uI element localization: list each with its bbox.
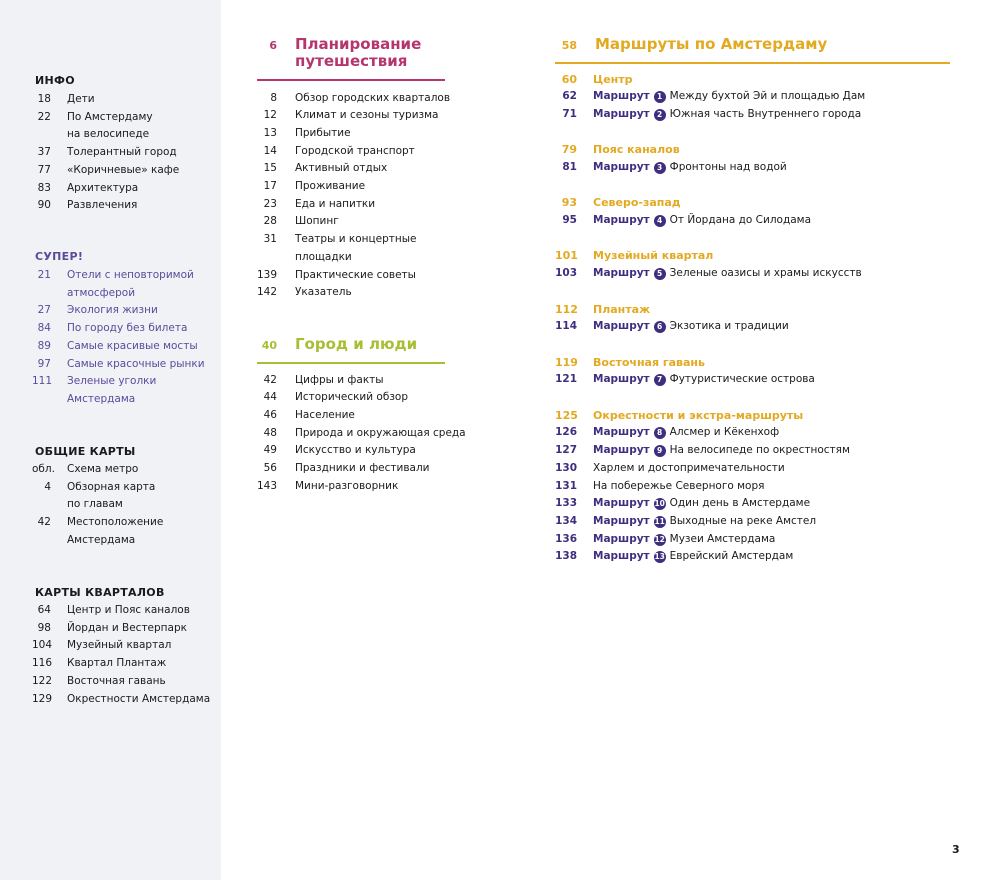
info-item-bike[interactable]: 22 По Амстердаму: [37, 110, 153, 123]
route-number-badge: 3: [654, 162, 666, 174]
maps-heading: ОБЩИЕ КАРТЫ: [35, 445, 136, 458]
list-item[interactable]: 31 Театры и концертные: [263, 233, 417, 246]
city-list: [257, 372, 466, 496]
route-item[interactable]: 81 Маршрут 3 Фронтоны над водой: [555, 159, 950, 177]
route-label: Маршрут: [593, 550, 650, 563]
route-number-badge: 7: [654, 374, 666, 386]
planning-section: [257, 35, 451, 302]
route-number-badge: 13: [654, 552, 665, 562]
super-item-ecology[interactable]: 27 Экология жизни: [37, 304, 158, 317]
city-rule: [257, 362, 445, 364]
route-label: Маршрут: [593, 214, 650, 227]
route-item[interactable]: 133 Маршрут 10 Один день в Амстердаме: [555, 495, 950, 513]
city-section: [257, 335, 466, 495]
maps-item-overview-cont: по главам: [67, 498, 123, 511]
route-label: Маршрут: [593, 426, 650, 439]
info-item-tolerant[interactable]: 37 Толерантный город: [37, 146, 177, 159]
list-item[interactable]: 46 Население: [263, 408, 355, 421]
list-item[interactable]: 49 Искусство и культура: [263, 444, 416, 457]
route-item[interactable]: 103 Маршрут 5 Зеленые оазисы и храмы искусств: [555, 265, 950, 283]
district-maps-list: [32, 602, 217, 708]
routes-section: [555, 36, 950, 566]
route-item[interactable]: 114 Маршрут 6 Экзотика и традиции: [555, 318, 950, 336]
info-item-entertainment[interactable]: 90 Развлечения: [37, 199, 138, 212]
sidebar: [0, 0, 221, 880]
list-item[interactable]: 12 Климат и сезоны туризма: [263, 109, 439, 122]
info-item-cafes[interactable]: 77 «Коричневые» кафе: [37, 163, 180, 176]
maps-item-location[interactable]: 42 Местоположение: [37, 516, 164, 529]
route-item[interactable]: 62 Маршрут 1 Между бухтой Эй и площадью Дам: [555, 88, 950, 106]
route-item[interactable]: 138 Маршрут 13 Еврейский Амстердам: [555, 548, 950, 566]
route-label: Маршрут: [593, 90, 650, 103]
maps-item-location-cont: Амстердама: [67, 533, 136, 546]
list-item[interactable]: 44 Исторический обзор: [263, 391, 408, 404]
list-item[interactable]: 143 Мини-разговорник: [257, 479, 399, 492]
list-item[interactable]: 56 Праздники и фестивали: [263, 462, 430, 475]
district-maps-heading: КАРТЫ КВАРТАЛОВ: [35, 586, 165, 599]
list-item[interactable]: 131 На побережье Северного моря: [555, 479, 765, 492]
info-heading: ИНФО: [35, 74, 75, 87]
super-list: [32, 267, 217, 409]
info-list: [32, 91, 217, 215]
maps-item-overview[interactable]: 4 Обзорная карта: [44, 480, 156, 493]
list-item[interactable]: 8 Обзор городских кварталов: [270, 91, 451, 104]
route-label: Маршрут: [593, 320, 650, 333]
district-map-item[interactable]: 129 Окрестности Амстердама: [32, 692, 211, 705]
info-item-children[interactable]: 18 Дети: [37, 93, 95, 105]
route-item[interactable]: 121 Маршрут 7 Футуристические острова: [555, 371, 950, 389]
route-label: Маршрут: [593, 497, 650, 510]
list-item[interactable]: 14 Городской транспорт: [263, 144, 415, 157]
info-item-bike-cont: на велосипеде: [67, 128, 150, 141]
maps-list: [32, 461, 217, 550]
list-item[interactable]: 13 Прибытие: [263, 126, 351, 139]
district-map-item[interactable]: 98 Йордан и Вестерпарк: [37, 621, 187, 634]
super-item-green-cont: Амстердама: [67, 392, 136, 405]
planning-rule: [257, 79, 445, 81]
list-item[interactable]: 142 Указатель: [257, 286, 352, 299]
route-group-heading[interactable]: 79 Пояс каналов: [561, 143, 680, 157]
list-item-cont: площадки: [295, 250, 352, 263]
route-group-heading[interactable]: 119 Восточная гавань: [555, 355, 705, 369]
routes-title[interactable]: 58 Маршруты по Амстердаму: [561, 35, 828, 53]
route-group-heading[interactable]: 93 Северо-запад: [561, 196, 681, 210]
route-number-badge: 10: [654, 499, 665, 509]
city-title[interactable]: 40 Город и люди: [261, 335, 418, 353]
list-item[interactable]: 23 Еда и напитки: [263, 197, 376, 210]
route-item[interactable]: 134 Маршрут 11 Выходные на реке Амстел: [555, 513, 950, 531]
route-item[interactable]: 95 Маршрут 4 От Йордана до Силодама: [555, 212, 950, 230]
route-number-badge: 11: [654, 516, 665, 526]
district-map-item[interactable]: 104 Музейный квартал: [32, 639, 172, 652]
planning-title[interactable]: 6 Планирование путешествия: [269, 35, 422, 70]
route-number-badge: 6: [654, 321, 666, 333]
super-item-green[interactable]: 111 Зеленые уголки: [32, 375, 157, 388]
route-number-badge: 5: [654, 268, 666, 280]
route-group-heading[interactable]: 112 Плантаж: [555, 302, 651, 316]
route-number-badge: 9: [654, 445, 666, 457]
route-group-heading[interactable]: 125 Окрестности и экстра-маршруты: [555, 408, 804, 422]
route-number-badge: 2: [654, 109, 666, 121]
route-item[interactable]: 127 Маршрут 9 На велосипеде по окрестностям: [555, 442, 950, 460]
list-item[interactable]: 48 Природа и окружающая среда: [263, 426, 466, 439]
routes-rule: [555, 62, 950, 64]
super-item-hotels[interactable]: 21 Отели с неповторимой: [37, 269, 194, 281]
super-item-markets[interactable]: 97 Самые красочные рынки: [37, 357, 205, 370]
route-label: Маршрут: [593, 444, 650, 457]
route-item[interactable]: 136 Маршрут 12 Музеи Амстердама: [555, 531, 950, 549]
route-group-heading[interactable]: 60 Центр: [561, 72, 633, 86]
list-item[interactable]: 139 Практические советы: [257, 268, 416, 281]
list-item[interactable]: 15 Активный отдых: [263, 162, 388, 175]
route-label: Маршрут: [593, 373, 650, 386]
routes-list: [555, 71, 950, 567]
district-map-item[interactable]: 64 Центр и Пояс каналов: [37, 604, 190, 616]
route-item[interactable]: 126 Маршрут 8 Алсмер и Кёкенхоф: [555, 424, 950, 442]
district-map-item[interactable]: 116 Квартал Плантаж: [32, 657, 167, 670]
route-group-heading[interactable]: 101 Музейный квартал: [555, 249, 714, 263]
route-number-badge: 4: [654, 215, 666, 227]
planning-list: [257, 90, 451, 302]
super-item-bridges[interactable]: 89 Самые красивые мосты: [37, 339, 198, 352]
super-item-hotels-cont: атмосферой: [67, 286, 136, 299]
district-map-item[interactable]: 122 Восточная гавань: [32, 674, 166, 687]
list-item[interactable]: 28 Шопинг: [263, 215, 339, 228]
page-number: 3: [952, 843, 960, 856]
list-item[interactable]: 17 Проживание: [263, 180, 366, 193]
list-item[interactable]: 42 Цифры и факты: [263, 373, 384, 386]
route-label: Маршрут: [593, 267, 650, 280]
route-number-badge: 1: [654, 91, 666, 103]
route-label: Маршрут: [593, 532, 650, 545]
route-number-badge: 12: [654, 534, 665, 544]
super-item-free[interactable]: 84 По городу без билета: [37, 322, 188, 335]
route-label: Маршрут: [593, 161, 650, 173]
route-label: Маршрут: [593, 514, 650, 527]
route-label: Маршрут: [593, 107, 650, 120]
list-item[interactable]: 130 Харлем и достопримечательности: [555, 461, 785, 474]
info-item-architecture[interactable]: 83 Архитектура: [37, 181, 139, 194]
maps-item-metro[interactable]: обл. Схема метро: [32, 463, 139, 475]
route-number-badge: 8: [654, 427, 666, 439]
route-item[interactable]: 71 Маршрут 2 Южная часть Внутреннего города: [555, 106, 950, 124]
super-heading: СУПЕР!: [35, 250, 84, 263]
